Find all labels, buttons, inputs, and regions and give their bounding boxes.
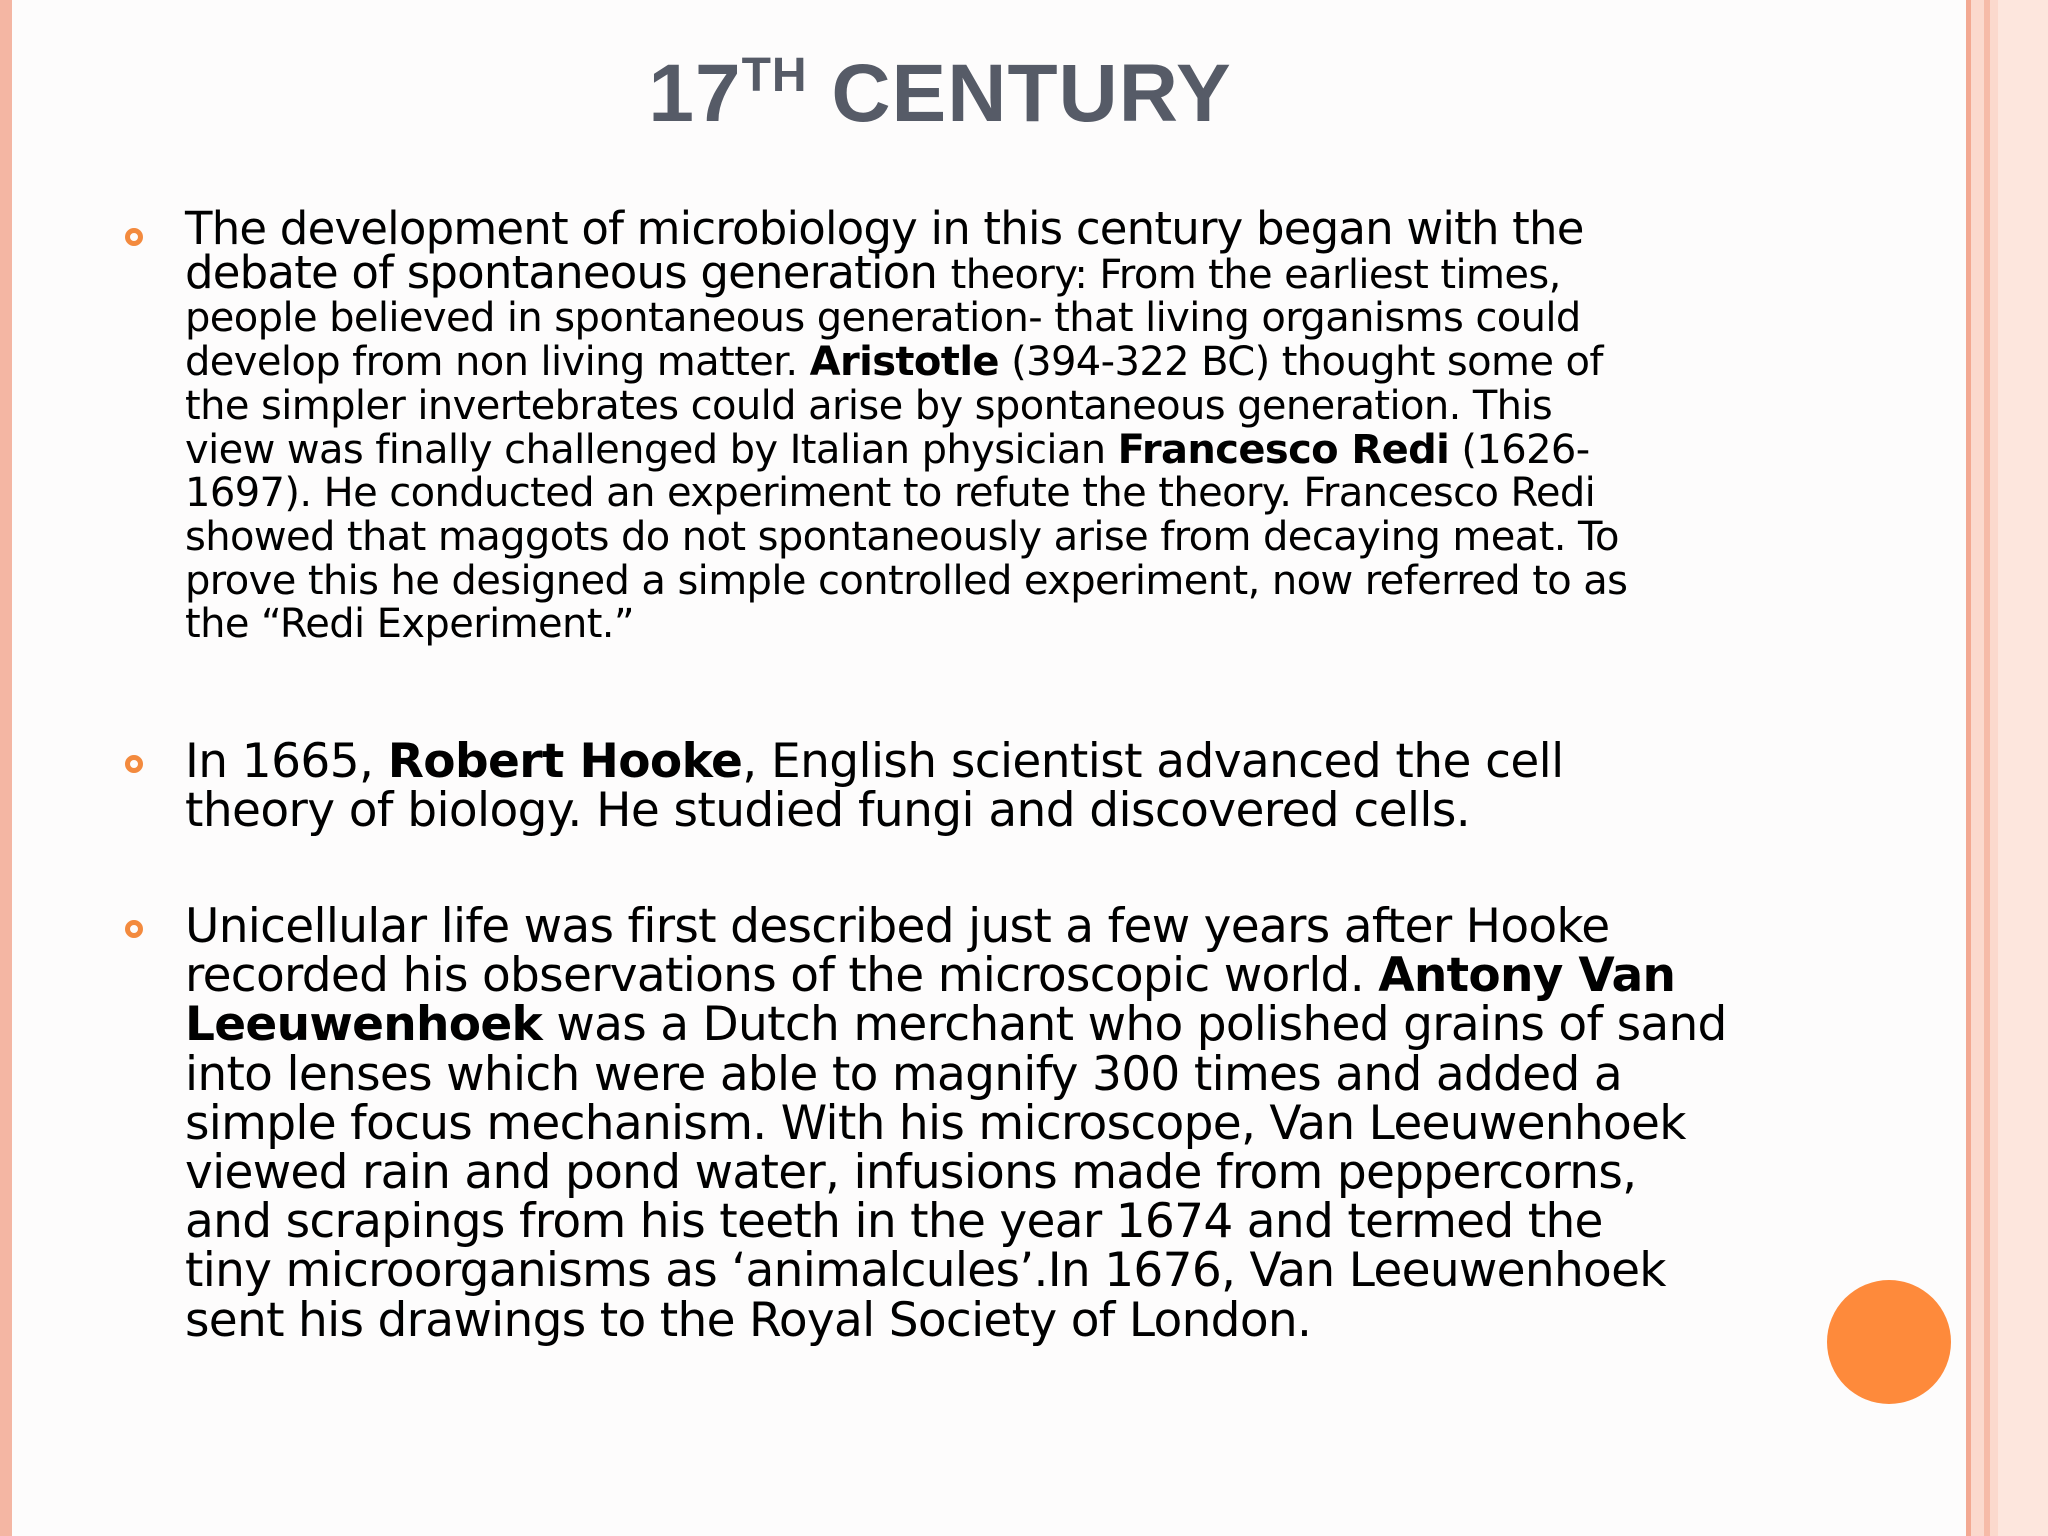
text-line: the simpler invertebrates could arise by spontaneous generation. This (185, 382, 1553, 429)
person-name-leeuwenhoek: Antony Van (1378, 948, 1676, 1004)
text-line: debate of spontaneous generation theory: From the earliest times, (185, 245, 1561, 299)
bullet-text-robert-hooke (185, 734, 1765, 838)
right-border-line (1966, 0, 1971, 1536)
text-line: 1697). He conducted an experiment to refute the theory. Francesco Redi (185, 470, 1596, 517)
text-line: simple focus mechanism. With his microscope, Van Leeuwenhoek (185, 1095, 1686, 1151)
right-border-panel (1998, 0, 2048, 1536)
orange-circle-decoration (1827, 1280, 1951, 1404)
bullet-text-leeuwenhoek (185, 899, 1765, 1348)
text-line: people believed in spontaneous generation- that living organisms could (185, 295, 1581, 342)
text-line: the “Redi Experiment.” (185, 601, 635, 648)
text-line: theory of biology. He studied fungi and discovered cells. (185, 783, 1471, 838)
text-line: viewed rain and pond water, infusions made from peppercorns, (185, 1145, 1637, 1201)
text-line: In 1665, Robert Hooke, English scientist advanced the cell (185, 734, 1564, 789)
text-line: The development of microbiology in this century began with the (185, 202, 1584, 255)
slide-title (540, 40, 1340, 148)
title-number: 17 (648, 48, 742, 139)
title-superscript: TH (741, 49, 808, 102)
text-line: view was finally challenged by Italian physician Francesco Redi (1626- (185, 426, 1590, 473)
person-name-hooke: Robert Hooke (387, 734, 743, 789)
person-name-redi: Francesco Redi (1117, 426, 1450, 473)
text-line: and scrapings from his teeth in the year 1674 and termed the (185, 1194, 1603, 1250)
person-name-aristotle: Aristotle (809, 339, 999, 386)
person-name-leeuwenhoek: Leeuwenhoek (185, 997, 543, 1053)
text-line: showed that maggots do not spontaneously arise from decaying meat. To (185, 513, 1619, 560)
title-word: CENTURY (807, 48, 1232, 139)
bullet-icon (125, 920, 143, 938)
right-border-line (1984, 0, 1990, 1536)
text-line: develop from non living matter. Aristotle (394-322 BC) thought some of (185, 339, 1603, 386)
text-line: Unicellular life was first described just a few years after Hooke (185, 899, 1610, 954)
bullet-text-spontaneous-generation (185, 202, 1765, 648)
bullet-icon (125, 228, 143, 246)
text-line: sent his drawings to the Royal Society of London. (185, 1292, 1312, 1348)
text-line: recorded his observations of the microscopic world. Antony Van (185, 948, 1676, 1004)
text-line: into lenses which were able to magnify 300 times and added a (185, 1046, 1622, 1102)
text-line: tiny microorganisms as ‘animalcules’.In 1676, Van Leeuwenhoek (185, 1243, 1666, 1299)
text-line: Leeuwenhoek was a Dutch merchant who polished grains of sand (185, 997, 1727, 1053)
bullet-icon (125, 755, 143, 773)
left-border-decoration (0, 0, 12, 1536)
text-line: prove this he designed a simple controlled experiment, now referred to as (185, 557, 1628, 604)
